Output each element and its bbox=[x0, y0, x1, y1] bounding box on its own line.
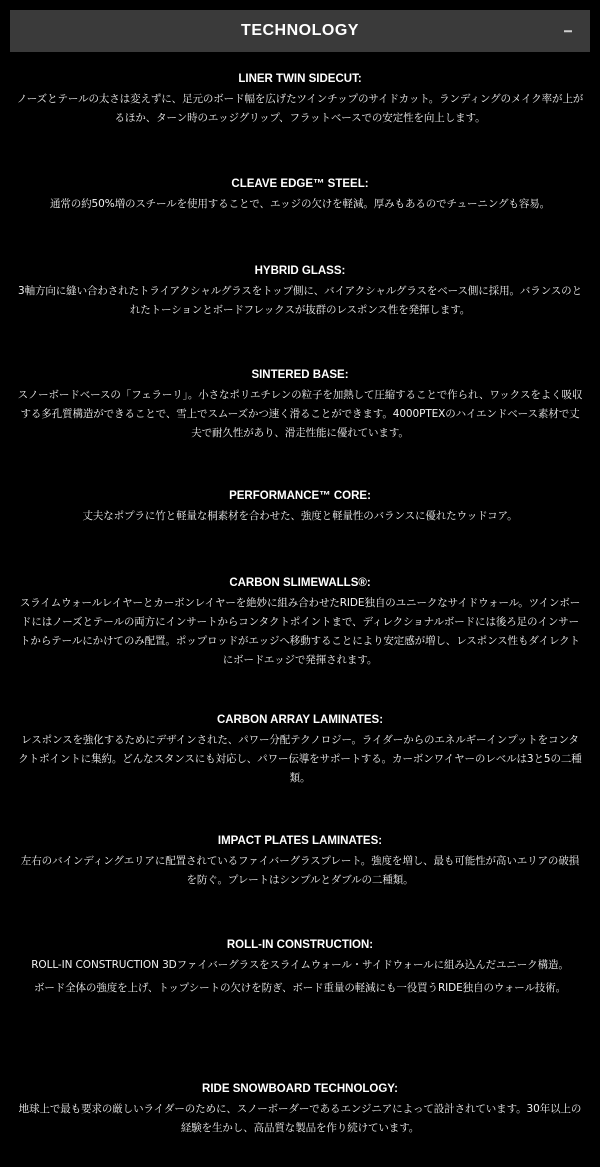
tech-description: ROLL-IN CONSTRUCTION 3Dファイバーグラスをスライムウォール・サイドウォールに組み込んだユニーク構造。 bbox=[31, 959, 569, 971]
tech-description: ボード全体の強度を上げ、トップシートの欠けを防ぎ、ボード重量の軽減にも一役買うRIDE独自のウォール技術。 bbox=[33, 982, 567, 994]
tech-heading: CARBON SLIMEWALLS®: bbox=[229, 577, 371, 589]
minus-icon[interactable] bbox=[564, 30, 572, 32]
tech-heading: RIDE SNOWBOARD TECHNOLOGY: bbox=[202, 1083, 398, 1095]
tech-item-cleave-edge-steel bbox=[16, 177, 584, 214]
tech-item-ride-snowboard-technology bbox=[16, 1082, 584, 1138]
technology-accordion-header[interactable] bbox=[10, 10, 590, 52]
tech-description: 地球上で最も要求の厳しいライダーのために、スノーボーダーであるエンジニアによって設計されています。30年以上の経験を生かし、高品質な製品を作り続けています。 bbox=[18, 1103, 582, 1134]
tech-description: レスポンスを強化するためにデザインされた、パワー分配テクノロジー。ライダーからのエネルギーインプットをコンタクトポイントに集約。どんなスタンスにも対応し、パワー伝導をサポートする。カーボンワイヤーのレベルは3と5の二種類。 bbox=[18, 734, 582, 784]
tech-heading: HYBRID GLASS: bbox=[254, 265, 346, 277]
tech-item-performance-core bbox=[16, 489, 584, 526]
tech-heading: CLEAVE EDGE™ STEEL: bbox=[231, 178, 369, 190]
tech-description: 3軸方向に縫い合わされたトライアクシャルグラスをトップ側に、バイアクシャルグラスをベース側に採用。バランスのとれたトーションとボードフレックスが抜群のレスポンス性を発揮します。 bbox=[18, 285, 582, 316]
tech-item-carbon-slimewalls bbox=[16, 576, 584, 670]
tech-heading: SINTERED BASE: bbox=[251, 369, 349, 381]
tech-heading: CARBON ARRAY LAMINATES: bbox=[216, 714, 384, 726]
tech-description: スライムウォールレイヤーとカーボンレイヤーを絶妙に組み合わせたRIDE独自のユニークなサイドウォール。ツインボードにはノーズとテールの両方にインサートからコンタクトポイントまで、ディレクショナルボードには後ろ足のインサートからテールにかけてのみ配置。ポップロッドがエッジへ移動することにより安定感が増し、レスポンス性もダイレクトにボードエッジで発揮されます。 bbox=[19, 597, 581, 666]
tech-heading: ROLL-IN CONSTRUCTION: bbox=[226, 939, 374, 951]
tech-item-sintered-base bbox=[16, 368, 584, 443]
tech-description: スノーボードベースの「フェラーリ」。小さなポリエチレンの粒子を加熱して圧縮することで作られ、ワックスをよく吸収する多孔質構造ができることで、雪上でスムーズかつ速く滑ることができます。4000PTEXのハイエンドベース素材で丈夫で耐久性があり、滑走性能に優れています。 bbox=[17, 389, 583, 439]
tech-heading: IMPACT PLATES LAMINATES: bbox=[217, 835, 383, 847]
tech-description: 左右のバインディングエリアに配置されているファイバーグラスプレート。強度を増し、最も可能性が高いエリアの破損を防ぐ。プレートはシンプルとダブルの二種類。 bbox=[20, 855, 580, 886]
tech-heading: PERFORMANCE™ CORE: bbox=[229, 490, 371, 502]
tech-description: ノーズとテールの太さは変えずに、足元のボード幅を広げたツインチップのサイドカット。ランディングのメイク率が上がるほか、ターン時のエッジグリップ、フラットベースでの安定性を向上します。 bbox=[16, 93, 584, 124]
tech-item-liner-twin-sidecut bbox=[16, 72, 584, 128]
tech-description: 丈夫なポプラに竹と軽量な桐素材を合わせた、強度と軽量性のバランスに優れたウッドコア。 bbox=[82, 510, 518, 522]
tech-heading: LINER TWIN SIDECUT: bbox=[238, 73, 362, 85]
section-title: TECHNOLOGY bbox=[241, 22, 359, 39]
tech-description: 通常の約50%増のスチールを使用することで、エッジの欠けを軽減。厚みもあるのでチューニングも容易。 bbox=[49, 198, 551, 210]
tech-item-carbon-array-laminates bbox=[16, 713, 584, 788]
tech-item-roll-in-construction bbox=[16, 938, 584, 998]
tech-item-impact-plates-laminates bbox=[16, 834, 584, 890]
tech-item-hybrid-glass bbox=[16, 264, 584, 320]
